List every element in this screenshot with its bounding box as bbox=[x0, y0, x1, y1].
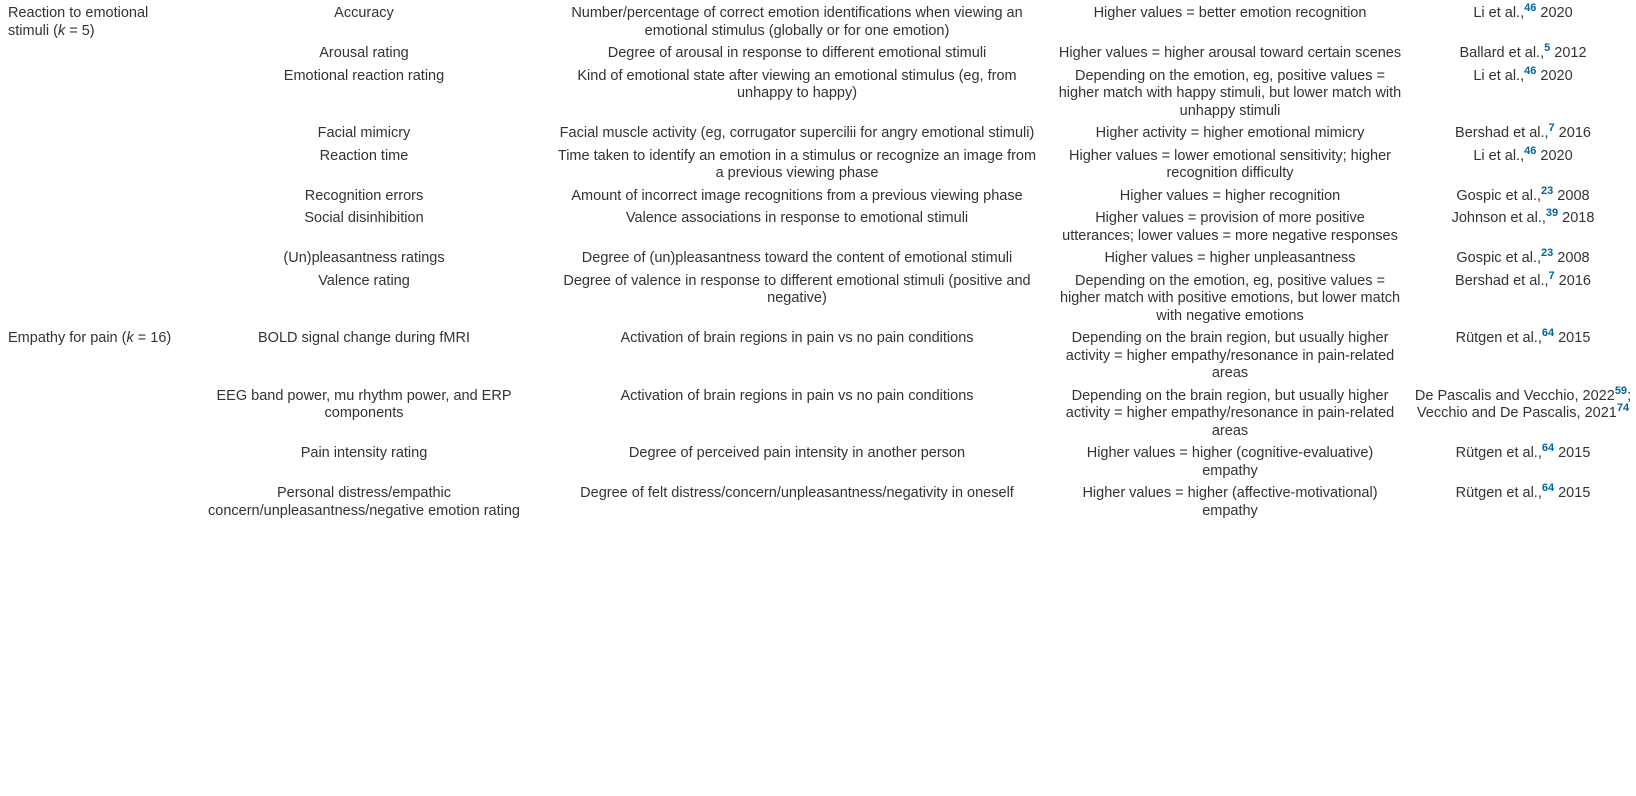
description-cell: Activation of brain regions in pain vs no pain conditions bbox=[620, 387, 974, 404]
reference-year: 2020 bbox=[1536, 147, 1573, 164]
table-row bbox=[0, 143, 1636, 183]
citation-link[interactable]: 7 bbox=[1548, 269, 1555, 282]
table-row bbox=[0, 440, 1636, 480]
group-k: k bbox=[57, 22, 66, 39]
description-cell: Degree of perceived pain intensity in another person bbox=[628, 445, 966, 461]
measure-cell: (Un)pleasantness ratings bbox=[283, 250, 445, 266]
reference-year: 2018 bbox=[1558, 210, 1595, 226]
reference-author: Bershad et al., bbox=[1455, 125, 1549, 141]
group-cell bbox=[0, 245, 184, 268]
reference-year: 2008 bbox=[1553, 250, 1590, 266]
group-cell bbox=[0, 40, 184, 63]
reference-year: 2015 bbox=[1554, 485, 1591, 501]
measure-cell: Reaction time bbox=[319, 147, 409, 164]
reference-author: Bershad et al., bbox=[1455, 272, 1549, 289]
table-row bbox=[0, 205, 1636, 245]
description-cell: Kind of emotional state after viewing an emotional stimulus (eg, from unhappy to happy) bbox=[577, 67, 1017, 101]
interpretation-cell: Depending on the brain region, but usually higher activity = higher empathy/resonance in pain-related areas bbox=[1065, 330, 1395, 381]
description-cell: Valence associations in response to emotional stimuli bbox=[625, 210, 969, 226]
description-cell: Degree of valence in response to different emotional stimuli (positive and negative) bbox=[563, 272, 1031, 306]
group-cell bbox=[0, 325, 184, 383]
group-count: = 16) bbox=[133, 330, 172, 346]
interpretation-cell: Higher values = higher recognition bbox=[1119, 187, 1341, 204]
group-count: = 5) bbox=[65, 22, 95, 39]
table-row bbox=[0, 0, 1636, 40]
table-row bbox=[0, 325, 1636, 383]
reference-author: De Pascalis and Vecchio, 2022 bbox=[1414, 387, 1615, 404]
description-cell: Activation of brain regions in pain vs no pain conditions bbox=[620, 330, 974, 346]
interpretation-cell: Higher values = better emotion recognition bbox=[1093, 5, 1367, 21]
citation-link[interactable]: 23 bbox=[1541, 184, 1554, 197]
citation-link[interactable]: 5 bbox=[1544, 42, 1551, 55]
reference-cell bbox=[1410, 440, 1636, 480]
reference-year: 2008 bbox=[1553, 187, 1590, 204]
reference-author: Johnson et al., bbox=[1451, 210, 1546, 226]
table-row bbox=[0, 268, 1636, 326]
citation-link[interactable]: 39 bbox=[1545, 207, 1559, 220]
measure-cell: Facial mimicry bbox=[317, 125, 411, 141]
table-row bbox=[0, 480, 1636, 520]
reference-year: 2012 bbox=[1550, 45, 1587, 61]
reference-author: Rütgen et al., bbox=[1455, 330, 1542, 346]
group-cell bbox=[0, 120, 184, 143]
measure-cell: Emotional reaction rating bbox=[283, 67, 445, 84]
description-cell: Facial muscle activity (eg, corrugator supercilii for angry emotional stimuli) bbox=[559, 125, 1035, 141]
citation-link[interactable]: 46 bbox=[1524, 144, 1537, 157]
citation-link[interactable]: 46 bbox=[1524, 64, 1537, 77]
measure-cell: Social disinhibition bbox=[304, 210, 424, 226]
reference-cell bbox=[1410, 205, 1636, 245]
reference-author: Rütgen et al., bbox=[1455, 445, 1542, 461]
citation-link[interactable]: 23 bbox=[1541, 247, 1554, 260]
description-cell: Amount of incorrect image recognitions from a previous viewing phase bbox=[571, 187, 1023, 204]
group-cell bbox=[0, 440, 184, 480]
citation-link[interactable]: 46 bbox=[1524, 2, 1537, 15]
reference-author: Li et al., bbox=[1473, 147, 1525, 164]
table-row bbox=[0, 245, 1636, 268]
reference-cell bbox=[1410, 143, 1636, 183]
reference-year: ; Vecchio and De Pascalis, 2021 bbox=[1416, 387, 1632, 421]
measure-cell: Recognition errors bbox=[304, 187, 424, 204]
reference-year: 2015 bbox=[1554, 445, 1591, 461]
reference-cell bbox=[1410, 0, 1636, 40]
table-row bbox=[0, 63, 1636, 121]
citation-link[interactable]: 74 bbox=[1616, 402, 1630, 415]
group-cell bbox=[0, 0, 184, 40]
reference-author: Ballard et al., bbox=[1459, 45, 1545, 61]
interpretation-cell: Higher values = higher (affective-motivational) empathy bbox=[1082, 485, 1378, 519]
interpretation-cell: Depending on the brain region, but usually higher activity = higher empathy/resonance in pain-related areas bbox=[1065, 387, 1395, 439]
measure-cell: Accuracy bbox=[334, 5, 394, 21]
description-cell: Degree of (un)pleasantness toward the content of emotional stimuli bbox=[581, 250, 1013, 266]
reference-author: Rütgen et al., bbox=[1455, 485, 1542, 501]
group-cell bbox=[0, 480, 184, 520]
interpretation-cell: Higher values = provision of more positive utterances; lower values = more negative responses bbox=[1062, 210, 1398, 244]
group-cell bbox=[0, 268, 184, 326]
reference-year: 2015 bbox=[1554, 330, 1591, 346]
reference-cell bbox=[1410, 268, 1636, 326]
description-cell: Degree of felt distress/concern/unpleasantness/negativity in oneself bbox=[580, 485, 1014, 501]
measure-cell: EEG band power, mu rhythm power, and ERP components bbox=[216, 387, 512, 421]
reference-cell bbox=[1410, 183, 1636, 206]
interpretation-cell: Depending on the emotion, eg, positive values = higher match with happy stimuli, but lower match with unhappy stimuli bbox=[1058, 67, 1402, 119]
citation-link[interactable]: 64 bbox=[1541, 442, 1555, 455]
reference-cell bbox=[1410, 63, 1636, 121]
reference-cell bbox=[1410, 480, 1636, 520]
citation-link[interactable]: 59 bbox=[1614, 384, 1628, 397]
reference-author: Li et al., bbox=[1473, 67, 1525, 84]
reference-cell bbox=[1410, 120, 1636, 143]
group-cell bbox=[0, 383, 184, 441]
interpretation-cell: Depending on the emotion, eg, positive values = higher match with positive emotions, but lower match with negative emotions bbox=[1059, 272, 1401, 324]
measure-cell: Pain intensity rating bbox=[300, 445, 428, 461]
reference-author: Li et al., bbox=[1473, 5, 1525, 21]
measure-cell: Arousal rating bbox=[319, 45, 409, 61]
reference-author: Gospic et al., bbox=[1456, 250, 1542, 266]
group-label: Reaction to emotional stimuli ( bbox=[8, 5, 149, 39]
interpretation-cell: Higher values = higher arousal toward certain scenes bbox=[1058, 45, 1402, 61]
citation-link[interactable]: 64 bbox=[1541, 327, 1555, 340]
citation-link[interactable]: 7 bbox=[1548, 122, 1555, 135]
reference-year: 2020 bbox=[1536, 5, 1573, 21]
interpretation-cell: Higher values = lower emotional sensitivity; higher recognition difficulty bbox=[1069, 147, 1391, 181]
table-row bbox=[0, 40, 1636, 63]
reference-year: 2020 bbox=[1536, 67, 1573, 84]
reference-year: 2016 bbox=[1554, 272, 1591, 289]
reference-cell bbox=[1410, 325, 1636, 383]
group-label: Empathy for pain ( bbox=[8, 330, 127, 346]
group-cell bbox=[0, 63, 184, 121]
table-row bbox=[0, 183, 1636, 206]
description-cell: Time taken to identify an emotion in a stimulus or recognize an image from a previous viewing phase bbox=[557, 147, 1037, 181]
group-k: k bbox=[126, 330, 134, 346]
interpretation-cell: Higher activity = higher emotional mimicry bbox=[1095, 125, 1365, 141]
reference-cell bbox=[1410, 245, 1636, 268]
reference-year: 2016 bbox=[1554, 125, 1591, 141]
reference-cell bbox=[1410, 40, 1636, 63]
table-row bbox=[0, 383, 1636, 441]
citation-link[interactable]: 64 bbox=[1541, 482, 1555, 495]
group-cell bbox=[0, 205, 184, 245]
interpretation-cell: Higher values = higher unpleasantness bbox=[1104, 250, 1356, 266]
description-cell: Number/percentage of correct emotion identifications when viewing an emotional stimulus (globally or for one emotion) bbox=[571, 5, 1023, 39]
description-cell: Degree of arousal in response to different emotional stimuli bbox=[607, 45, 987, 61]
interpretation-cell: Higher values = higher (cognitive-evaluative) empathy bbox=[1086, 445, 1374, 479]
measure-cell: Personal distress/empathic concern/unpleasantness/negative emotion rating bbox=[208, 485, 520, 519]
table-row bbox=[0, 120, 1636, 143]
measure-cell: Valence rating bbox=[318, 272, 410, 289]
group-cell bbox=[0, 183, 184, 206]
reference-cell bbox=[1410, 383, 1636, 441]
measure-cell: BOLD signal change during fMRI bbox=[258, 330, 470, 346]
reference-author: Gospic et al., bbox=[1456, 187, 1542, 204]
group-cell bbox=[0, 143, 184, 183]
